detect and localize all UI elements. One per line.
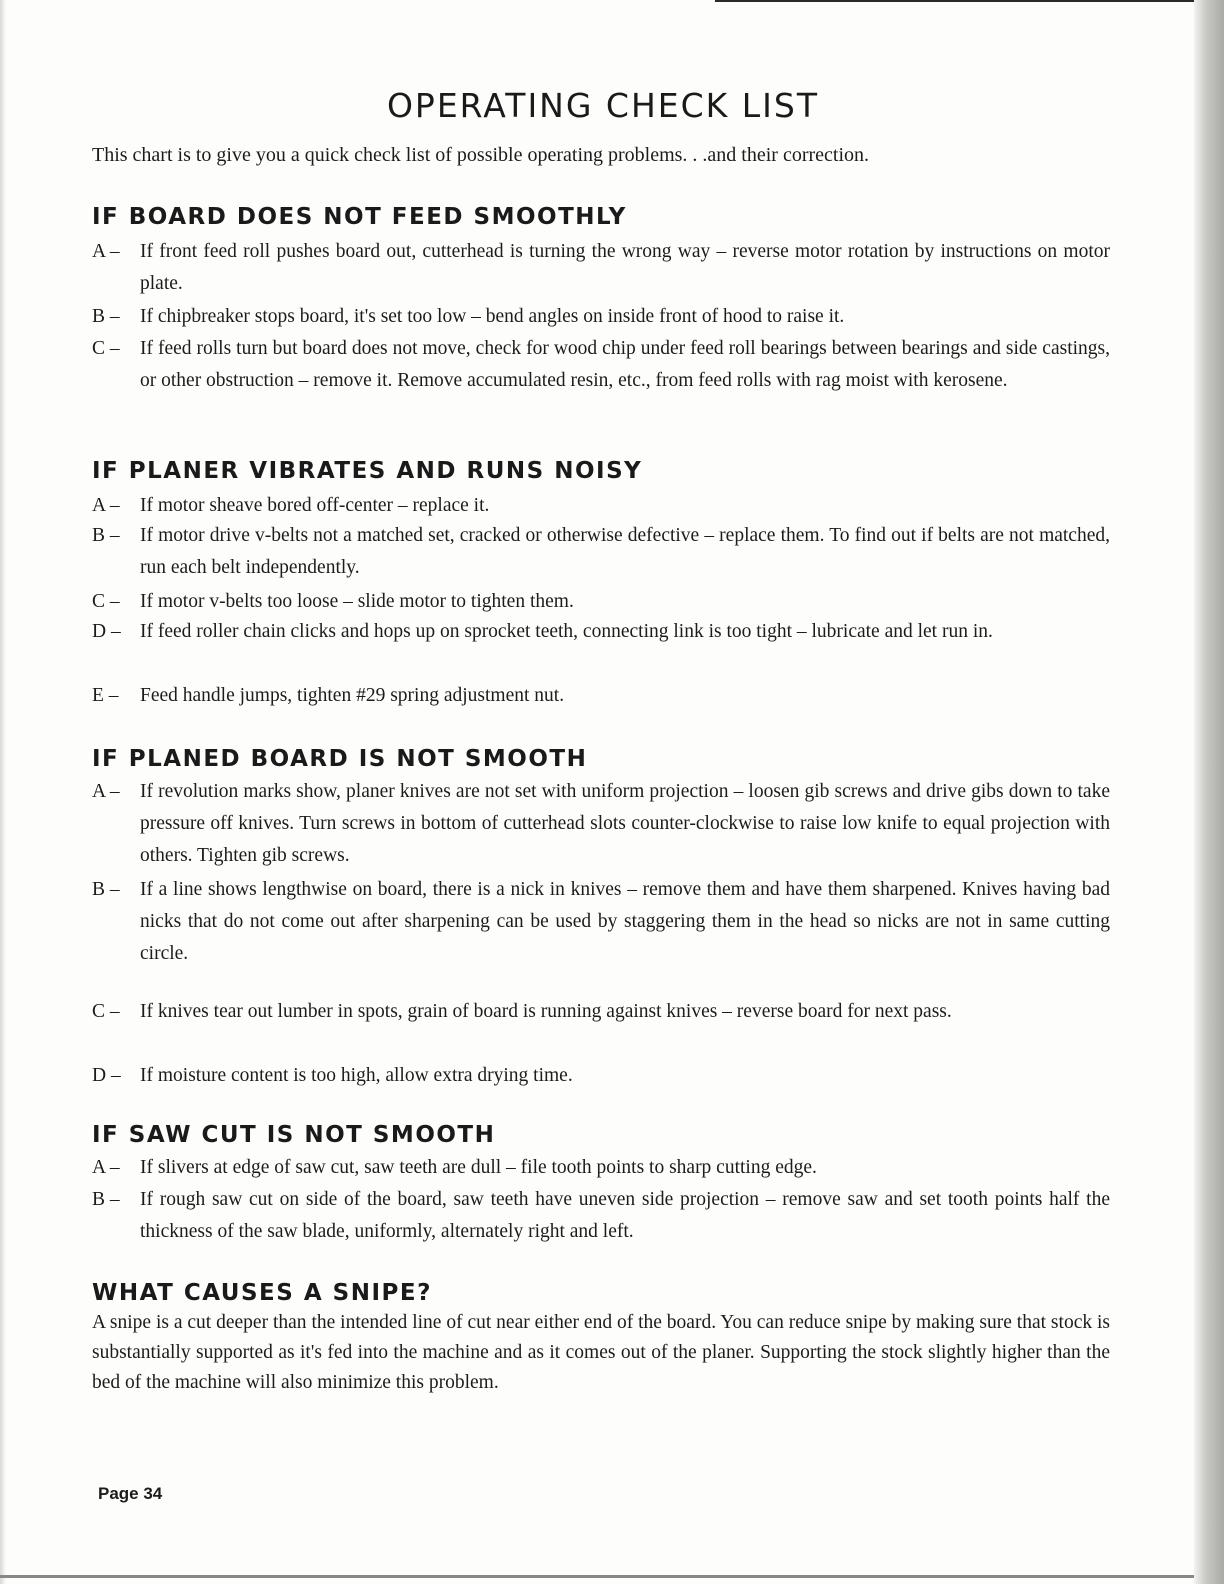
item-text: If rough saw cut on side of the board, saw teeth have uneven side projection – remove saw and set tooth points half the thickness of the saw blade, uniformly, alternately right and left. xyxy=(140,1189,1110,1242)
item-text: If front feed roll pushes board out, cutterhead is turning the wrong way – reverse motor rotation by instructions on motor plate. xyxy=(140,241,1110,294)
section-heading-vibrates: IF PLANER VIBRATES AND RUNS NOISY xyxy=(92,458,643,484)
item-letter: B – xyxy=(92,1189,120,1210)
item-text: If motor v-belts too loose – slide motor to tighten them. xyxy=(140,591,574,612)
item-text: If slivers at edge of saw cut, saw teeth are dull – file tooth points to sharp cutting edge. xyxy=(140,1157,817,1178)
list-item xyxy=(92,1060,1110,1092)
item-letter: B – xyxy=(92,525,120,546)
item-letter: A – xyxy=(92,241,120,262)
item-text: If chipbreaker stops board, it's set too low – bend angles on inside front of hood to raise it. xyxy=(140,306,845,327)
list-item xyxy=(92,236,1110,300)
item-letter: D – xyxy=(92,621,121,642)
list-item xyxy=(92,874,1110,970)
scan-edge-top xyxy=(715,0,1195,2)
item-text: Feed handle jumps, tighten #29 spring adjustment nut. xyxy=(140,685,565,706)
item-letter: B – xyxy=(92,306,120,327)
list-item xyxy=(92,680,1110,712)
section-heading-snipe: WHAT CAUSES A SNIPE? xyxy=(92,1280,432,1306)
list-item xyxy=(92,996,1110,1028)
item-letter: D – xyxy=(92,1065,121,1086)
scan-edge-bottom xyxy=(0,1575,1194,1578)
list-item xyxy=(92,616,1110,648)
intro-text: This chart is to give you a quick check list of possible operating problems. . .and their correction. xyxy=(92,144,870,166)
item-letter: A – xyxy=(92,495,120,516)
list-item xyxy=(92,776,1110,872)
list-item xyxy=(92,520,1110,584)
item-text: If a line shows lengthwise on board, there is a nick in knives – remove them and have them sharpened. Knives having bad nicks that do not come out after sharpening can be used by staggering them in the head so nicks are not in same cutting circle. xyxy=(140,879,1110,964)
page-title: OPERATING CHECK LIST xyxy=(386,86,820,125)
section-heading-board-feed: IF BOARD DOES NOT FEED SMOOTHLY xyxy=(92,204,627,230)
item-letter: B – xyxy=(92,879,120,900)
item-letter: A – xyxy=(92,781,120,802)
list-item xyxy=(92,301,1110,333)
scan-edge-left xyxy=(0,0,6,1584)
list-item xyxy=(92,333,1110,397)
list-item xyxy=(92,490,1110,522)
item-letter: C – xyxy=(92,338,120,359)
section-heading-planed-board: IF PLANED BOARD IS NOT SMOOTH xyxy=(92,746,588,772)
list-item xyxy=(92,586,1110,618)
scan-edge-right xyxy=(1194,0,1224,1584)
item-text: If revolution marks show, planer knives are not set with uniform projection – loosen gib screws and drive gibs down to take pressure off knives. Turn screws in bottom of cutterhead slots counter-clockwise to raise low knife to equal projection with others. Tighten gib screws. xyxy=(140,781,1110,866)
section-heading-saw-cut: IF SAW CUT IS NOT SMOOTH xyxy=(92,1122,496,1148)
item-text: If feed roller chain clicks and hops up on sprocket teeth, connecting link is too tight – lubricate and let run in. xyxy=(140,621,993,642)
list-item xyxy=(92,1152,1110,1184)
item-letter: A – xyxy=(92,1157,120,1178)
item-text: If motor sheave bored off-center – replace it. xyxy=(140,495,490,516)
item-text: If feed rolls turn but board does not move, check for wood chip under feed roll bearings between bearings and side castings, or other obstruction – remove it. Remove accumulated resin, etc., from feed rolls with rag moist with kerosene. xyxy=(140,338,1110,391)
list-item xyxy=(92,1184,1110,1248)
item-letter: C – xyxy=(92,1001,120,1022)
item-text: If knives tear out lumber in spots, grain of board is running against knives – reverse board for next pass. xyxy=(140,1001,952,1022)
page-number: Page 34 xyxy=(98,1484,163,1503)
item-text: If motor drive v-belts not a matched set, cracked or otherwise defective – replace them. To find out if belts are not matched, run each belt independently. xyxy=(140,525,1110,578)
snipe-paragraph: A snipe is a cut deeper than the intended line of cut near either end of the board. You can reduce snipe by making sure that stock is substantially supported as it's fed into the machine and as it comes out of the planer. Supporting the stock slightly higher than the bed of the machine will also minimize this problem. xyxy=(92,1312,1110,1393)
item-letter: E – xyxy=(92,685,119,706)
item-letter: C – xyxy=(92,591,120,612)
item-text: If moisture content is too high, allow extra drying time. xyxy=(140,1065,573,1086)
